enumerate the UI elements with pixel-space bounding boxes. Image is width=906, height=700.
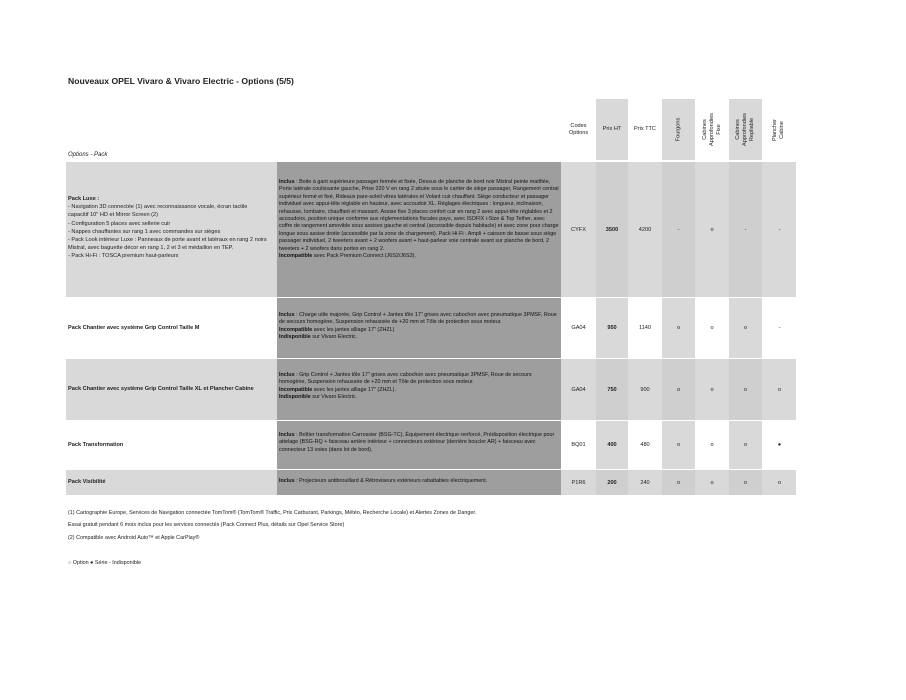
cell-fourgons: o: [662, 470, 695, 495]
table-row: [66, 421, 796, 469]
page-title: Nouveaux OPEL Vivaro & Vivaro Electric - Options (5/5): [68, 76, 294, 86]
pack-name: Pack Luxe : - Navigation 3D connectée (1) avec reconnaissance vocale, écran tactile capacitif 10" HD et Mirror Screen (2) - Configuration 5 places avec sellerie cuir - Nappes chauffantes sur rang 1 avec commandes sur sièges - Pack Look intérieur Luxe : Panneaux de porte avant et latéraux en rang 2 noirs Mistral, avec baguette décor en rang 1, 2 et 3 et médaillon en TEP. - Pack Hi-Fi : TOSCA premium haut-parleurs: [68, 196, 267, 260]
pack-name: Pack Transformation: [68, 442, 124, 448]
cell-prix-ttc: 4200: [629, 162, 661, 297]
cell-prix-ht: 3500: [596, 162, 628, 297]
table-row: [66, 470, 796, 495]
col-head-cabines-fixe: Cabines Approfondies Fixe: [696, 99, 728, 160]
cell-fourgons: -: [662, 162, 695, 297]
pack-description: Inclus : Charge utile majorée, Grip Control + Jantes tôle 17" grises avec cabochon avec pneumatique 3PMSF, Roue de secours homogène, Suspension rehaussée de +20 mm et Tôle de protection sous moteur. Incompatible avec les jantes alliage 17" (ZHZL) Indisponible sur Vivaro Electric.: [277, 298, 561, 358]
pack-name: Pack Chantier avec système Grip Control Taille XL et Plancher Cabine: [68, 386, 254, 392]
cell-code: CYFX: [562, 162, 595, 297]
pack-description: Inclus : Boîtier transformation Carrossier (BSG-TC), Équipement électrique renforcé, Prédisposition électrique pour attelage (BSG-RQ + faisceau arrière intérieur + connecteurs extérieur (derrière boucler AR) + faisceau avec connecteur 13 voies (dans lot de bord).: [277, 421, 561, 469]
footnote-2: Essai gratuit pendant 6 mois inclus pour les services connectés (Pack Connect Plus, détails sur Opel Service Store): [68, 522, 345, 528]
cell-plancher: -: [763, 162, 796, 297]
cell-cab-fixe: o: [710, 325, 714, 331]
cell-plancher: o: [763, 359, 796, 420]
cell-cab-repl: -: [729, 162, 762, 297]
col-head-cabines-repliable: Cabines Approfondies Repliable: [729, 99, 762, 160]
cell-cab-repl: o: [729, 359, 762, 420]
cell-cab-fixe: o: [710, 442, 714, 448]
table-row: [66, 162, 796, 297]
cell-fourgons: o: [662, 359, 695, 420]
footnote-1: (1) Cartographie Europe, Services de Navigation connectée TomTom® (TomTom® Traffic, Prix Carburant, Parkings, Météo, Recherche Locale) et Alertes Zones de Danger.: [68, 510, 477, 516]
cell-prix-ht: 950: [596, 298, 628, 358]
pack-description: Inclus : Grip Control + Jantes tôle 17" grises avec cabochon avec pneumatique 3PMSF, Roue de secours homogène, Suspension rehaussée de +20 mm et Tôle de protection sous moteur. Incompatible avec les jantes alliage 17" (ZHZL). Indisponible sur Vivaro Electric.: [277, 359, 561, 420]
pack-description: Inclus : Projecteurs antibrouillard & Rétroviseurs extérieurs rabattables électriquement.: [277, 470, 561, 495]
footnote-3: (2) Compatible avec Android Auto™ et Apple CarPlay®: [68, 535, 200, 541]
cell-prix-ttc: 480: [640, 442, 650, 448]
cell-prix-ttc: 900: [629, 359, 661, 420]
cell-code: GA04: [562, 359, 595, 420]
col-head-fourgons: Fourgons: [662, 99, 695, 160]
cell-cab-repl: o: [729, 421, 762, 469]
cell-cab-fixe: o: [696, 359, 728, 420]
col-head-codes: Codes Options: [562, 99, 595, 160]
cell-prix-ht: 200: [596, 470, 628, 495]
cell-plancher: o: [763, 470, 796, 495]
cell-cab-repl: o: [729, 470, 762, 495]
col-head-plancher: Plancher Cabine: [763, 99, 796, 160]
cell-cab-fixe: o: [696, 470, 728, 495]
legend: ○ Option ● Série - Indisponible: [68, 560, 142, 566]
cell-cab-repl: o: [729, 298, 762, 358]
section-label: Options - Pack: [68, 152, 108, 158]
pack-name: Pack Chantier avec système Grip Control Taille M: [68, 325, 200, 331]
pack-name: Pack Visibilité: [68, 479, 106, 485]
cell-code: BQ01: [571, 442, 586, 448]
cell-prix-ht: 750: [596, 359, 628, 420]
cell-fourgons: o: [662, 298, 695, 358]
cell-prix-ttc: 240: [629, 470, 661, 495]
cell-code: GA04: [571, 325, 586, 331]
table-row: [66, 298, 796, 358]
cell-cab-fixe: o: [696, 162, 728, 297]
cell-fourgons: o: [662, 421, 695, 469]
col-head-prix-ttc: Prix TTC: [629, 99, 661, 160]
pack-description: Inclus : Boite à gant supérieure passager fermée et fixée, Dessus de planche de bord noir Mistral peinte matifiée, Porte latérale coulissante gauche, Prise 220 V en rang 2 située sous le cartier de siège passager, Rangement central supérieur fermé et fixé, Rideaux pare-soleil vitres latérales et Volant cuir chauffant. Siège conducteur et passager individuel avec appui-tête réglable en hauteur, avec accoudoir XL. Réglages électriques : longueur, inclinaison, rehausse, lombaire, chauffant et massant. Assise fixe 3 places confort cuir en rang 2 avec appui-tête réglables et 2 accoudoirs, position unique conforme aux réglementations fiscales pays, avec ISOFIX i-Size & Top Tether, avec coffre de rangement amovible sous assises gauche et central (accessible depuis habitacle) et avec zone pour charge longue sous assise droite (accessible par la zone de chargement). Pack Hi-Fi : Ampli + caisson de basse sous siège passager individuel, 2 tweeters avant + 2 woofers avant + haut-parleur voie centrale avant sur planche de bord, 2 tweeters + 2 woofers dans portes en rang 2. Incompatible avec Pack Premium Connect (J6S2/J6S3).: [277, 162, 561, 297]
cell-code: P1R6: [562, 470, 595, 495]
col-head-prix-ht: Prix HT: [596, 99, 628, 160]
cell-prix-ht: 400: [596, 421, 628, 469]
cell-plancher: ●: [777, 442, 782, 448]
cell-plancher: -: [778, 325, 781, 331]
cell-prix-ttc: 1140: [638, 325, 652, 331]
table-row: [66, 359, 796, 420]
